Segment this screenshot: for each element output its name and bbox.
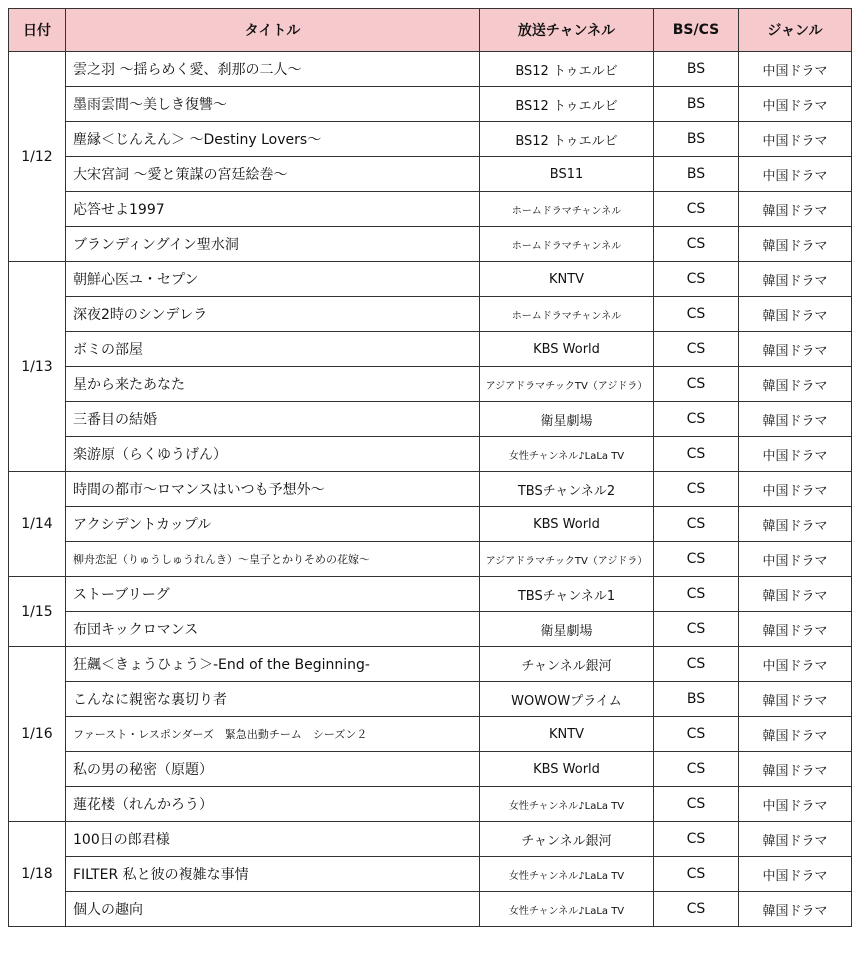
- header-channel: 放送チャンネル: [480, 9, 654, 52]
- genre-cell: 韓国ドラマ: [739, 262, 852, 297]
- channel-cell: ホームドラマチャンネル: [480, 192, 654, 227]
- bscs-cell: BS: [654, 87, 739, 122]
- header-genre: ジャンル: [739, 9, 852, 52]
- table-row: [9, 612, 852, 647]
- bscs-cell: CS: [654, 787, 739, 822]
- title-cell: 雲之羽 ～揺らめく愛、刹那の二人～: [66, 52, 480, 87]
- table-row: [9, 857, 852, 892]
- channel-cell: ホームドラマチャンネル: [480, 227, 654, 262]
- genre-cell: 韓国ドラマ: [739, 507, 852, 542]
- channel-cell: 女性チャンネル♪LaLa TV: [480, 857, 654, 892]
- channel-cell: KBS World: [480, 507, 654, 542]
- genre-cell: 韓国ドラマ: [739, 822, 852, 857]
- bscs-cell: BS: [654, 157, 739, 192]
- title-cell: 蓮花楼（れんかろう）: [66, 787, 480, 822]
- genre-cell: 中国ドラマ: [739, 157, 852, 192]
- genre-cell: 中国ドラマ: [739, 437, 852, 472]
- bscs-cell: CS: [654, 332, 739, 367]
- genre-cell: 韓国ドラマ: [739, 752, 852, 787]
- bscs-cell: CS: [654, 822, 739, 857]
- bscs-cell: CS: [654, 542, 739, 577]
- channel-cell: BS12 トゥエルビ: [480, 52, 654, 87]
- bscs-cell: BS: [654, 52, 739, 87]
- date-cell: 1/16: [9, 647, 66, 822]
- table-row: [9, 822, 852, 857]
- channel-cell: TBSチャンネル2: [480, 472, 654, 507]
- genre-cell: 中国ドラマ: [739, 52, 852, 87]
- channel-cell: KBS World: [480, 752, 654, 787]
- genre-cell: 韓国ドラマ: [739, 402, 852, 437]
- title-cell: 星から来たあなた: [66, 367, 480, 402]
- genre-cell: 中国ドラマ: [739, 787, 852, 822]
- channel-cell: ホームドラマチャンネル: [480, 297, 654, 332]
- title-cell: 個人の趣向: [66, 892, 480, 927]
- bscs-cell: CS: [654, 297, 739, 332]
- table-row: [9, 437, 852, 472]
- genre-cell: 韓国ドラマ: [739, 892, 852, 927]
- genre-cell: 韓国ドラマ: [739, 367, 852, 402]
- genre-cell: 中国ドラマ: [739, 542, 852, 577]
- genre-cell: 韓国ドラマ: [739, 192, 852, 227]
- title-cell: 墨雨雲間～美しき復讐～: [66, 87, 480, 122]
- genre-cell: 韓国ドラマ: [739, 717, 852, 752]
- bscs-cell: CS: [654, 227, 739, 262]
- title-cell: 狂飆＜きょうひょう＞-End of the Beginning-: [66, 647, 480, 682]
- title-cell: 塵縁＜じんえん＞ ～Destiny Lovers～: [66, 122, 480, 157]
- table-row: [9, 87, 852, 122]
- genre-cell: 韓国ドラマ: [739, 332, 852, 367]
- genre-cell: 中国ドラマ: [739, 857, 852, 892]
- table-row: [9, 367, 852, 402]
- channel-cell: チャンネル銀河: [480, 822, 654, 857]
- genre-cell: 中国ドラマ: [739, 87, 852, 122]
- bscs-cell: CS: [654, 717, 739, 752]
- date-cell: 1/15: [9, 577, 66, 647]
- title-cell: 応答せよ1997: [66, 192, 480, 227]
- table-row: [9, 402, 852, 437]
- bscs-cell: CS: [654, 192, 739, 227]
- header-title: タイトル: [66, 9, 480, 52]
- date-cell: 1/13: [9, 262, 66, 472]
- title-cell: 楽游原（らくゆうげん）: [66, 437, 480, 472]
- title-cell: ボミの部屋: [66, 332, 480, 367]
- bscs-cell: CS: [654, 752, 739, 787]
- genre-cell: 韓国ドラマ: [739, 227, 852, 262]
- date-cell: 1/14: [9, 472, 66, 577]
- title-cell: 100日の郎君様: [66, 822, 480, 857]
- table-row: [9, 682, 852, 717]
- genre-cell: 中国ドラマ: [739, 647, 852, 682]
- title-cell: アクシデントカップル: [66, 507, 480, 542]
- title-cell: ファースト・レスポンダーズ 緊急出動チーム シーズン２: [66, 717, 480, 752]
- bscs-cell: CS: [654, 262, 739, 297]
- title-cell: ブランディングイン聖水洞: [66, 227, 480, 262]
- bscs-cell: CS: [654, 437, 739, 472]
- table-row: [9, 297, 852, 332]
- title-cell: 布団キックロマンス: [66, 612, 480, 647]
- table-row: [9, 787, 852, 822]
- channel-cell: 衛星劇場: [480, 402, 654, 437]
- title-cell: 時間の都市～ロマンスはいつも予想外～: [66, 472, 480, 507]
- genre-cell: 韓国ドラマ: [739, 612, 852, 647]
- bscs-cell: CS: [654, 472, 739, 507]
- date-cell: 1/18: [9, 822, 66, 927]
- bscs-cell: CS: [654, 857, 739, 892]
- table-row: [9, 472, 852, 507]
- table-row: [9, 752, 852, 787]
- bscs-cell: CS: [654, 892, 739, 927]
- table-row: [9, 647, 852, 682]
- header-bscs: BS/CS: [654, 9, 739, 52]
- channel-cell: KNTV: [480, 717, 654, 752]
- channel-cell: BS12 トゥエルビ: [480, 122, 654, 157]
- channel-cell: BS12 トゥエルビ: [480, 87, 654, 122]
- bscs-cell: BS: [654, 682, 739, 717]
- table-row: [9, 262, 852, 297]
- channel-cell: TBSチャンネル1: [480, 577, 654, 612]
- title-cell: 私の男の秘密（原題）: [66, 752, 480, 787]
- channel-cell: アジアドラマチックTV（アジドラ）: [480, 542, 654, 577]
- bscs-cell: CS: [654, 402, 739, 437]
- table-row: [9, 227, 852, 262]
- bscs-cell: CS: [654, 612, 739, 647]
- channel-cell: KNTV: [480, 262, 654, 297]
- bscs-cell: BS: [654, 122, 739, 157]
- bscs-cell: CS: [654, 577, 739, 612]
- table-row: [9, 542, 852, 577]
- bscs-cell: CS: [654, 507, 739, 542]
- channel-cell: チャンネル銀河: [480, 647, 654, 682]
- table-row: [9, 52, 852, 87]
- table-row: [9, 192, 852, 227]
- title-cell: 三番目の結婚: [66, 402, 480, 437]
- table-row: [9, 507, 852, 542]
- schedule-table: [8, 8, 852, 927]
- date-cell: 1/12: [9, 52, 66, 262]
- table-row: [9, 157, 852, 192]
- channel-cell: 女性チャンネル♪LaLa TV: [480, 437, 654, 472]
- table-row: [9, 577, 852, 612]
- table-row: [9, 892, 852, 927]
- bscs-cell: CS: [654, 367, 739, 402]
- channel-cell: 女性チャンネル♪LaLa TV: [480, 787, 654, 822]
- channel-cell: アジアドラマチックTV（アジドラ）: [480, 367, 654, 402]
- genre-cell: 韓国ドラマ: [739, 577, 852, 612]
- genre-cell: 韓国ドラマ: [739, 682, 852, 717]
- genre-cell: 中国ドラマ: [739, 472, 852, 507]
- title-cell: ストーブリーグ: [66, 577, 480, 612]
- title-cell: 朝鮮心医ユ・セプン: [66, 262, 480, 297]
- table-row: [9, 332, 852, 367]
- bscs-cell: CS: [654, 647, 739, 682]
- channel-cell: BS11: [480, 157, 654, 192]
- channel-cell: WOWOWプライム: [480, 682, 654, 717]
- title-cell: こんなに親密な裏切り者: [66, 682, 480, 717]
- table-row: [9, 122, 852, 157]
- genre-cell: 韓国ドラマ: [739, 297, 852, 332]
- table-row: [9, 717, 852, 752]
- header-date: 日付: [9, 9, 66, 52]
- title-cell: 深夜2時のシンデレラ: [66, 297, 480, 332]
- genre-cell: 中国ドラマ: [739, 122, 852, 157]
- channel-cell: 衛星劇場: [480, 612, 654, 647]
- title-cell: 柳舟恋記（りゅうしゅうれんき）～皇子とかりそめの花嫁～: [66, 542, 480, 577]
- header-row: [9, 9, 852, 52]
- channel-cell: KBS World: [480, 332, 654, 367]
- channel-cell: 女性チャンネル♪LaLa TV: [480, 892, 654, 927]
- title-cell: 大宋宮詞 ～愛と策謀の宮廷絵巻～: [66, 157, 480, 192]
- table-body: [9, 52, 852, 927]
- title-cell: FILTER 私と彼の複雑な事情: [66, 857, 480, 892]
